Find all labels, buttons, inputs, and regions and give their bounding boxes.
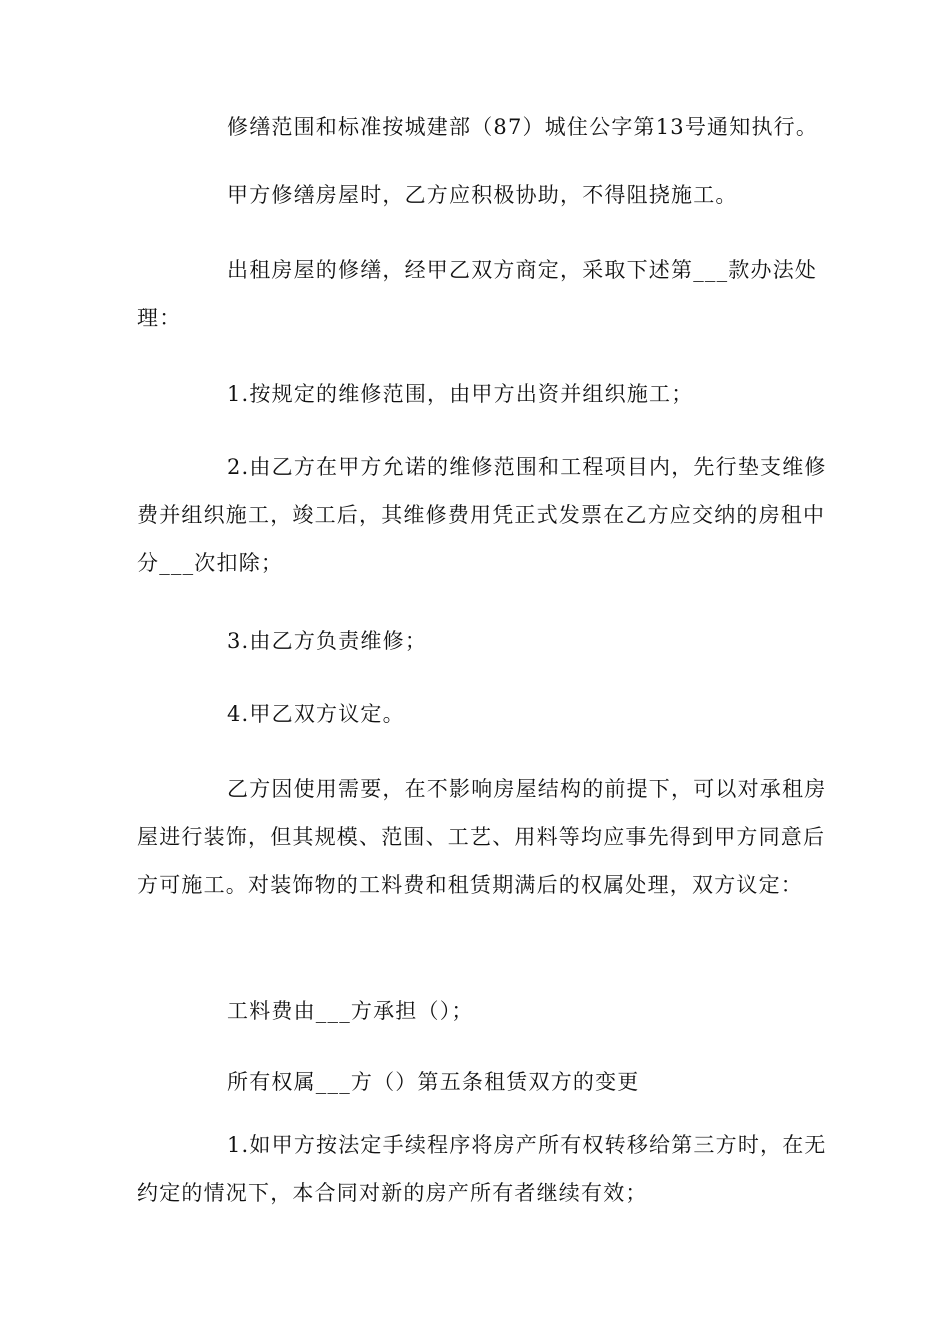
paragraph-labor-cost: 工料费由___方承担（）；: [227, 999, 474, 1023]
paragraph-option-4: 4.甲乙双方议定。: [227, 702, 405, 726]
paragraph-option-1: 1.按规定的维修范围，由甲方出资并组织施工；: [227, 382, 694, 406]
paragraph-repair-method: 出租房屋的修缮，经甲乙双方商定，采取下述第___款办法处理：: [137, 258, 818, 330]
paragraph-change-1: 1.如甲方按法定手续程序将房产所有权转移给第三方时，在无约定的情况下，本合同对新的房产所有者继续有效；: [137, 1133, 827, 1205]
paragraph-repair-scope: 修缮范围和标准按城建部（87）城住公字第13号通知执行。: [227, 115, 819, 139]
paragraph-party-a-repair: 甲方修缮房屋时，乙方应积极协助，不得阻挠施工。: [227, 183, 738, 207]
paragraph-ownership: 所有权属___方（）第五条租赁双方的变更: [227, 1070, 640, 1094]
paragraph-decoration: 乙方因使用需要，在不影响房屋结构的前提下，可以对承租房屋进行装饰，但其规模、范围、工艺、用料等均应事先得到甲方同意后方可施工。对装饰物的工料费和租赁期满后的权属处理，双方议定：: [137, 777, 827, 897]
paragraph-option-3: 3.由乙方负责维修；: [227, 629, 428, 653]
paragraph-option-2: 2.由乙方在甲方允诺的维修范围和工程项目内，先行垫支维修费并组织施工，竣工后，其维修费用凭正式发票在乙方应交纳的房租中分___次扣除；: [137, 455, 827, 575]
